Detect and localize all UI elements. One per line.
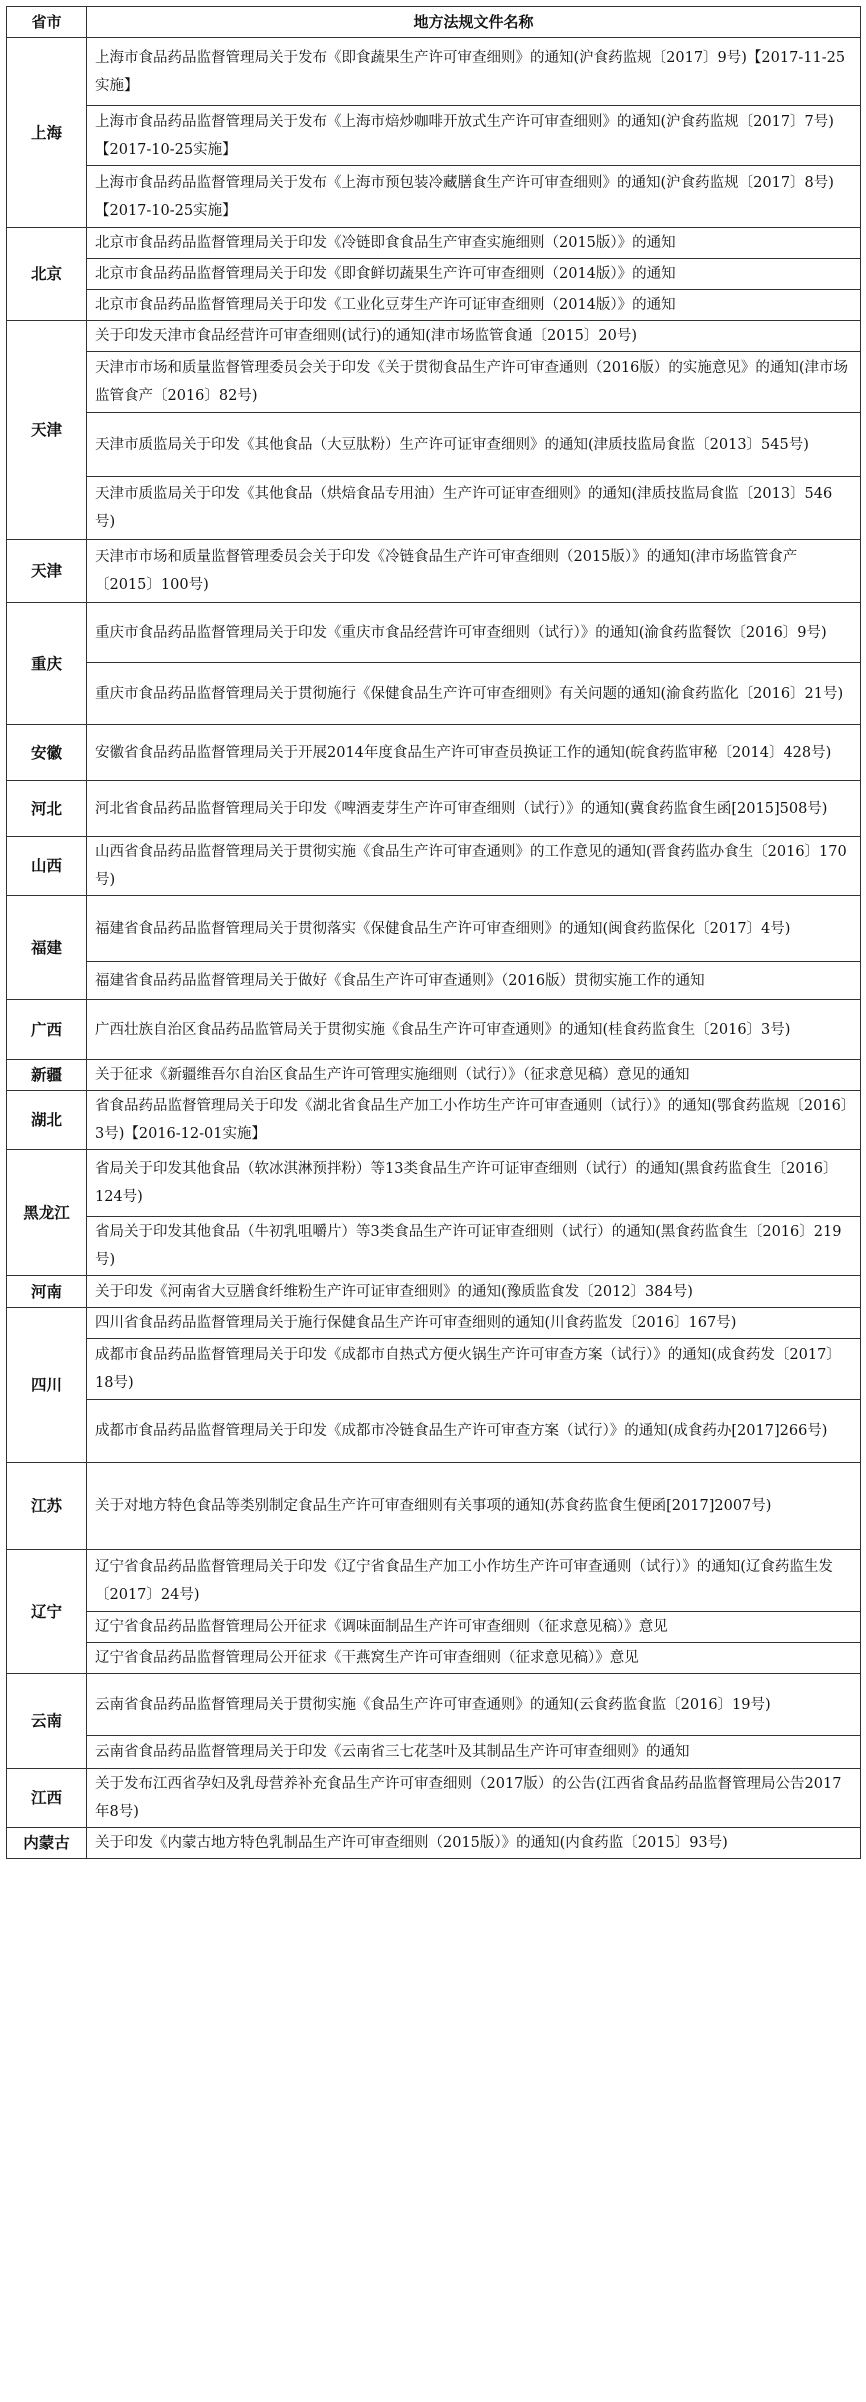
province-cell: 辽宁 — [7, 1550, 87, 1674]
province-cell: 天津 — [7, 321, 87, 540]
province-cell: 重庆 — [7, 603, 87, 725]
document-title-cell: 关于征求《新疆维吾尔自治区食品生产许可管理实施细则（试行）》（征求意见稿）意见的通知 — [87, 1060, 861, 1091]
table-row — [7, 540, 861, 603]
table-row — [7, 166, 861, 228]
document-title-cell: 辽宁省食品药品监督管理局公开征求《干燕窝生产许可审查细则（征求意见稿）》意见 — [87, 1643, 861, 1674]
province-cell: 河南 — [7, 1276, 87, 1308]
document-title-cell: 省局关于印发其他食品（牛初乳咀嚼片）等3类食品生产许可证审查细则（试行）的通知(黑食药监食生〔2016〕219号) — [87, 1217, 861, 1276]
province-cell: 黑龙江 — [7, 1150, 87, 1276]
table-row — [7, 1550, 861, 1612]
table-row — [7, 781, 861, 837]
table-row — [7, 603, 861, 663]
table-row — [7, 1000, 861, 1060]
document-title-cell: 北京市食品药品监督管理局关于印发《冷链即食食品生产审查实施细则（2015版）》的通知 — [87, 228, 861, 259]
table-row — [7, 725, 861, 781]
table-row — [7, 1217, 861, 1276]
document-title-cell: 辽宁省食品药品监督管理局关于印发《辽宁省食品生产加工小作坊生产许可审查通则（试行）》的通知(辽食药监生发〔2017〕24号) — [87, 1550, 861, 1612]
document-title-cell: 重庆市食品药品监督管理局关于印发《重庆市食品经营许可审查细则（试行）》的通知(渝食药监餐饮〔2016〕9号) — [87, 603, 861, 663]
table-row — [7, 1400, 861, 1463]
table-row — [7, 1150, 861, 1217]
table-row — [7, 106, 861, 166]
table-row — [7, 1463, 861, 1550]
document-title-cell: 关于发布江西省孕妇及乳母营养补充食品生产许可审查细则（2017版）的公告(江西省食品药品监督管理局公告2017年8号) — [87, 1769, 861, 1828]
document-title-cell: 省局关于印发其他食品（软冰淇淋预拌粉）等13类食品生产许可证审查细则（试行）的通知(黑食药监食生〔2016〕124号) — [87, 1150, 861, 1217]
document-title-cell: 云南省食品药品监督管理局关于贯彻实施《食品生产许可审查通则》的通知(云食药监食监〔2016〕19号) — [87, 1674, 861, 1736]
document-title-cell: 四川省食品药品监督管理局关于施行保健食品生产许可审查细则的通知(川食药监发〔2016〕167号) — [87, 1308, 861, 1339]
document-title-cell: 关于印发天津市食品经营许可审查细则(试行)的通知(津市场监管食通〔2015〕20号) — [87, 321, 861, 352]
document-title-cell: 天津市市场和质量监督管理委员会关于印发《冷链食品生产许可审查细则（2015版）》的通知(津市场监管食产〔2015〕100号) — [87, 540, 861, 603]
table-row — [7, 1276, 861, 1308]
document-title-cell: 重庆市食品药品监督管理局关于贯彻施行《保健食品生产许可审查细则》有关问题的通知(渝食药监化〔2016〕21号) — [87, 663, 861, 725]
table-row — [7, 228, 861, 259]
table-header-row — [7, 7, 861, 38]
province-cell: 安徽 — [7, 725, 87, 781]
province-cell: 四川 — [7, 1308, 87, 1463]
province-cell: 河北 — [7, 781, 87, 837]
table-row — [7, 1674, 861, 1736]
table-row — [7, 413, 861, 477]
table-row — [7, 1643, 861, 1674]
table-row — [7, 38, 861, 106]
document-title-cell: 天津市质监局关于印发《其他食品（大豆肽粉）生产许可证审查细则》的通知(津质技监局食监〔2013〕545号) — [87, 413, 861, 477]
table-row — [7, 837, 861, 896]
document-title-cell: 山西省食品药品监督管理局关于贯彻实施《食品生产许可审查通则》的工作意见的通知(晋食药监办食生〔2016〕170号) — [87, 837, 861, 896]
document-title-cell: 成都市食品药品监督管理局关于印发《成都市自热式方便火锅生产许可审查方案（试行）》的通知(成食药发〔2017〕18号) — [87, 1339, 861, 1400]
table-row — [7, 352, 861, 413]
regulation-table — [6, 6, 861, 1859]
table-row — [7, 1612, 861, 1643]
document-title-cell: 北京市食品药品监督管理局关于印发《即食鲜切蔬果生产许可审查细则（2014版）》的通知 — [87, 259, 861, 290]
province-cell: 云南 — [7, 1674, 87, 1769]
document-title-cell: 成都市食品药品监督管理局关于印发《成都市冷链食品生产许可审查方案（试行）》的通知(成食药办[2017]266号) — [87, 1400, 861, 1463]
document-title-cell: 福建省食品药品监督管理局关于做好《食品生产许可审查通则》（2016版）贯彻实施工作的通知 — [87, 962, 861, 1000]
table-row — [7, 1769, 861, 1828]
document-title-cell: 关于对地方特色食品等类别制定食品生产许可审查细则有关事项的通知(苏食药监食生便函[2017]2007号) — [87, 1463, 861, 1550]
province-cell: 北京 — [7, 228, 87, 321]
document-title-cell: 省食品药品监督管理局关于印发《湖北省食品生产加工小作坊生产许可审查通则（试行）》的通知(鄂食药监规〔2016〕3号)【2016-12-01实施】 — [87, 1091, 861, 1150]
document-title-cell: 安徽省食品药品监督管理局关于开展2014年度食品生产许可审查员换证工作的通知(皖食药监审秘〔2014〕428号) — [87, 725, 861, 781]
province-cell: 福建 — [7, 896, 87, 1000]
province-cell: 江苏 — [7, 1463, 87, 1550]
document-title-cell: 广西壮族自治区食品药品监管局关于贯彻实施《食品生产许可审查通则》的通知(桂食药监食生〔2016〕3号) — [87, 1000, 861, 1060]
document-title-cell: 云南省食品药品监督管理局关于印发《云南省三七花茎叶及其制品生产许可审查细则》的通知 — [87, 1736, 861, 1769]
province-column-header: 省市 — [7, 7, 87, 38]
table-row — [7, 321, 861, 352]
table-row — [7, 477, 861, 540]
document-title-cell: 河北省食品药品监督管理局关于印发《啤酒麦芽生产许可审查细则（试行）》的通知(冀食药监食生函[2015]508号) — [87, 781, 861, 837]
table-row — [7, 663, 861, 725]
document-title-cell: 天津市质监局关于印发《其他食品（烘焙食品专用油）生产许可证审查细则》的通知(津质技监局食监〔2013〕546号) — [87, 477, 861, 540]
table-row — [7, 1828, 861, 1859]
table-row — [7, 1060, 861, 1091]
document-title-cell: 上海市食品药品监督管理局关于发布《上海市焙炒咖啡开放式生产许可审查细则》的通知(沪食药监规〔2017〕7号)【2017-10-25实施】 — [87, 106, 861, 166]
table-row — [7, 1091, 861, 1150]
document-title-cell: 福建省食品药品监督管理局关于贯彻落实《保健食品生产许可审查细则》的通知(闽食药监保化〔2017〕4号) — [87, 896, 861, 962]
province-cell: 广西 — [7, 1000, 87, 1060]
province-cell: 江西 — [7, 1769, 87, 1828]
table-row — [7, 290, 861, 321]
province-cell: 上海 — [7, 38, 87, 228]
province-cell: 新疆 — [7, 1060, 87, 1091]
province-cell: 山西 — [7, 837, 87, 896]
table-row — [7, 896, 861, 962]
province-cell: 内蒙古 — [7, 1828, 87, 1859]
document-title-cell: 辽宁省食品药品监督管理局公开征求《调味面制品生产许可审查细则（征求意见稿）》意见 — [87, 1612, 861, 1643]
document-title-cell: 上海市食品药品监督管理局关于发布《即食蔬果生产许可审查细则》的通知(沪食药监规〔2017〕9号)【2017-11-25实施】 — [87, 38, 861, 106]
table-row — [7, 962, 861, 1000]
province-cell: 湖北 — [7, 1091, 87, 1150]
table-row — [7, 1339, 861, 1400]
table-row — [7, 259, 861, 290]
document-title-cell: 天津市市场和质量监督管理委员会关于印发《关于贯彻食品生产许可审查通则（2016版）的实施意见》的通知(津市场监管食产〔2016〕82号) — [87, 352, 861, 413]
name-column-header: 地方法规文件名称 — [87, 7, 861, 38]
table-row — [7, 1308, 861, 1339]
table-row — [7, 1736, 861, 1769]
document-title-cell: 关于印发《内蒙古地方特色乳制品生产许可审查细则（2015版）》的通知(内食药监〔2015〕93号) — [87, 1828, 861, 1859]
regulation-document — [6, 6, 860, 1859]
province-cell: 天津 — [7, 540, 87, 603]
document-title-cell: 北京市食品药品监督管理局关于印发《工业化豆芽生产许可证审查细则（2014版）》的通知 — [87, 290, 861, 321]
document-title-cell: 关于印发《河南省大豆膳食纤维粉生产许可证审查细则》的通知(豫质监食发〔2012〕384号) — [87, 1276, 861, 1308]
document-title-cell: 上海市食品药品监督管理局关于发布《上海市预包装冷藏膳食生产许可审查细则》的通知(沪食药监规〔2017〕8号)【2017-10-25实施】 — [87, 166, 861, 228]
